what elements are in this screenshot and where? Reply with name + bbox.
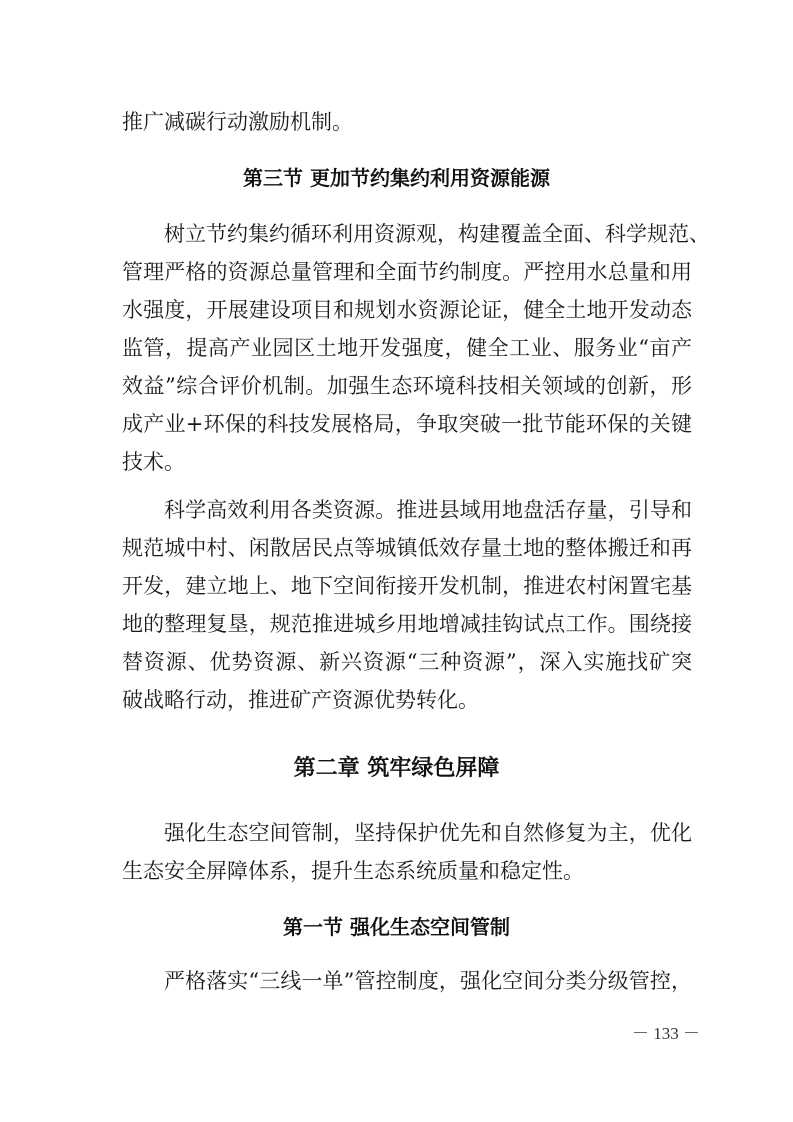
page-number: － 133 － bbox=[632, 1024, 700, 1043]
body-text-line: 水强度，开展建设项目和规划水资源论证，健全土地开发动态 bbox=[122, 298, 692, 322]
body-text-line: 效益”综合评价机制。加强生态环境科技相关领域的创新，形 bbox=[122, 374, 692, 398]
body-text-line: 技术。 bbox=[122, 450, 185, 474]
body-text-line: 严格落实“三线一单”管控制度，强化空间分类分级管控， bbox=[164, 969, 692, 993]
body-text-line: 生态安全屏障体系，提升生态系统质量和稳定性。 bbox=[122, 859, 584, 883]
body-text-line: 强化生态空间管制，坚持保护优先和自然修复为主，优化 bbox=[164, 821, 692, 845]
body-text-line: 开发，建立地上、地下空间衔接开发机制，推进农村闲置宅基 bbox=[122, 574, 692, 598]
body-text-line: 树立节约集约循环利用资源观，构建覆盖全面、科学规范、 bbox=[164, 222, 710, 246]
body-text-line: 管理严格的资源总量管理和全面节约制度。严控用水总量和用 bbox=[122, 260, 692, 284]
body-text-line: 科学高效利用各类资源。推进县域用地盘活存量，引导和 bbox=[164, 498, 692, 522]
section-heading: 第一节 强化生态空间管制 bbox=[283, 915, 510, 939]
section-heading: 第三节 更加节约集约利用资源能源 bbox=[243, 166, 550, 190]
body-text-line: 监管，提高产业园区土地开发强度，健全工业、服务业“亩产 bbox=[122, 336, 692, 360]
body-text-line: 替资源、优势资源、新兴资源“三种资源”，深入实施找矿突 bbox=[122, 650, 692, 674]
body-text-line: 地的整理复垦，规范推进城乡用地增减挂钩试点工作。围绕接 bbox=[122, 612, 692, 636]
body-text-line: 推广减碳行动激励机制。 bbox=[122, 110, 353, 134]
body-text-line: 规范城中村、闲散居民点等城镇低效存量土地的整体搬迁和再 bbox=[122, 536, 692, 560]
body-text-line: 破战略行动，推进矿产资源优势转化。 bbox=[122, 688, 479, 712]
chapter-heading: 第二章 筑牢绿色屏障 bbox=[293, 756, 500, 781]
body-text-line: 成产业+环保的科技发展格局，争取突破一批节能环保的关键 bbox=[122, 412, 692, 436]
